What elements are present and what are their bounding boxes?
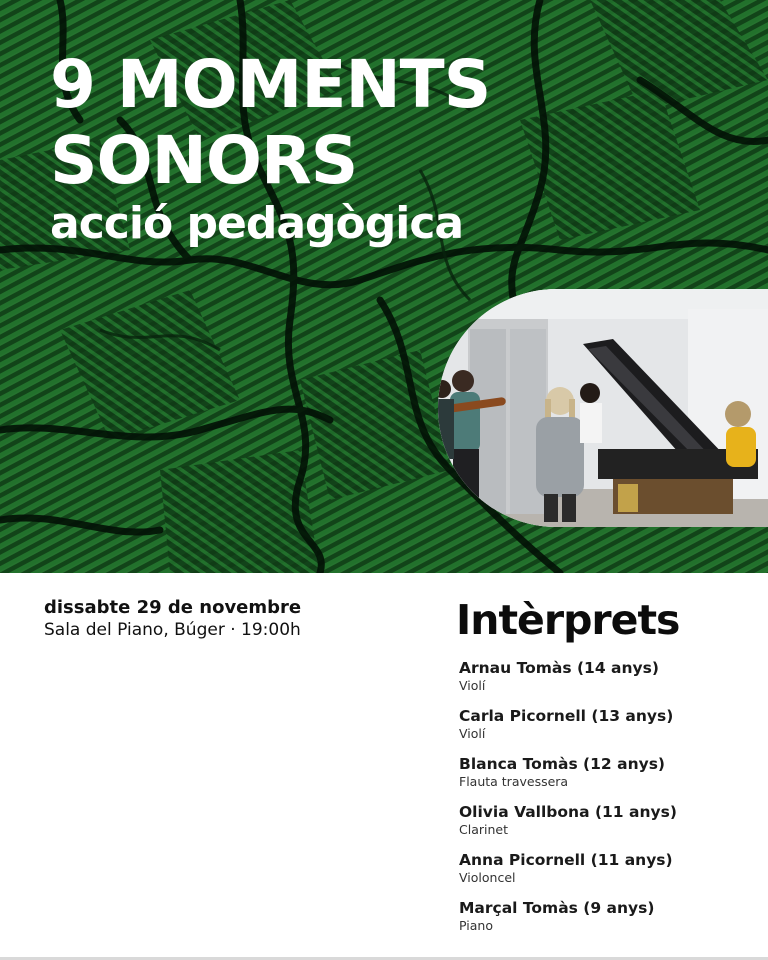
performer-instrument: Violoncel	[459, 870, 516, 885]
performer-name: Carla Picornell (13 anys)	[459, 707, 674, 725]
performer-item	[459, 658, 759, 706]
performer-name: Marçal Tomàs (9 anys)	[459, 899, 655, 917]
performer-item	[459, 850, 759, 898]
performer-name: Blanca Tomàs (12 anys)	[459, 755, 666, 773]
performer-instrument: Violí	[459, 678, 486, 693]
subtitle: acció pedagògica	[50, 198, 464, 249]
performer-instrument: Piano	[459, 918, 493, 933]
title-line-1: 9 MOMENTS	[50, 46, 491, 123]
performer-instrument: Flauta travessera	[459, 774, 569, 789]
event-date: dissabte 29 de novembre	[44, 597, 302, 618]
performer-item	[459, 802, 759, 850]
performers-heading: Intèrprets	[456, 596, 680, 644]
performer-item	[459, 754, 759, 802]
performer-name: Arnau Tomàs (14 anys)	[459, 659, 659, 677]
event-venue-time: Sala del Piano, Búger · 19:00h	[44, 620, 301, 640]
title-line-2: SONORS	[50, 122, 358, 199]
performer-item	[459, 898, 759, 946]
performer-instrument: Clarinet	[459, 822, 508, 837]
performer-name: Olivia Vallbona (11 anys)	[459, 803, 677, 821]
performer-item	[459, 706, 759, 754]
performer-name: Anna Picornell (11 anys)	[459, 851, 673, 869]
performers-list	[459, 658, 759, 946]
performer-instrument: Violí	[459, 726, 486, 741]
rehearsal-photo-illustration	[438, 289, 768, 527]
rehearsal-photo	[438, 289, 768, 527]
